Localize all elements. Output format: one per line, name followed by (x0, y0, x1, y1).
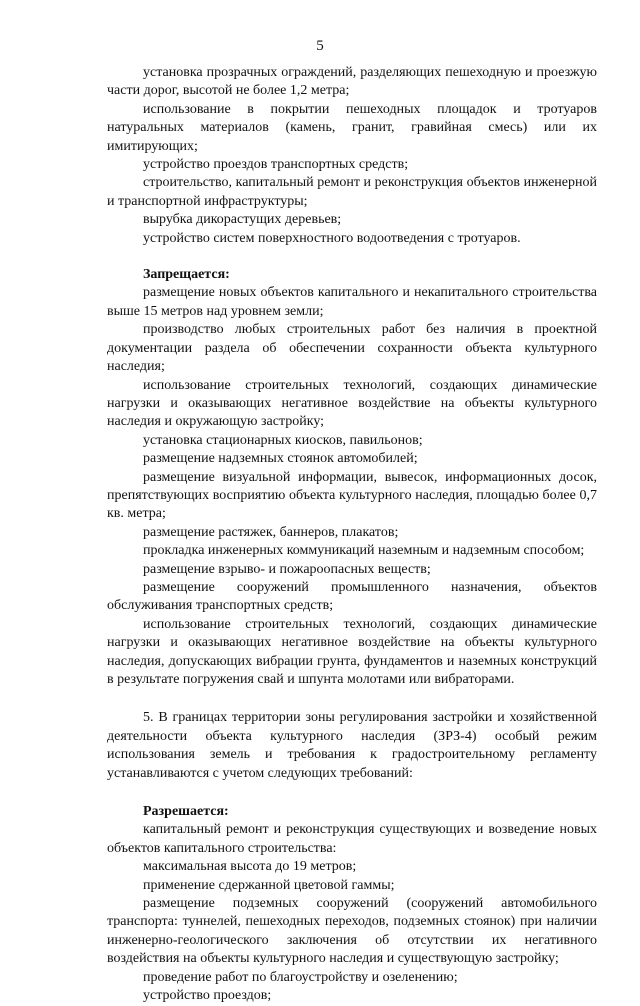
list-item: проведение работ по благоустройству и озеленению; (143, 969, 458, 985)
list-item: размещение надземных стоянок автомобилей; (143, 451, 418, 467)
list-item: строительство, капитальный ремонт и реконструкция объектов инженерной и транспортной инфраструктуры; (107, 175, 597, 209)
list-item: использование строительных технологий, создающих динамические нагрузки и оказывающих негативное воздействие на объекты культурного наследия, допускающих вибрации грунта, фундаментов и наземных конструкций в результате погружения свай и шпунта молотами или вибраторами. (107, 616, 597, 687)
spacer (107, 783, 597, 803)
list-item: размещение подземных сооружений (сооружений автомобильного транспорта: туннелей, пешеходных переходов, подземных стоянок) при наличии инженерно-геологического заключения об отсутствии их негативного воздействия на объекты культурного наследия и существующую застройку; (107, 896, 597, 967)
prohibited-list (107, 284, 597, 689)
page-number: 5 (316, 38, 324, 54)
document-body (107, 64, 597, 1006)
list-item: использование строительных технологий, создающих динамические нагрузки и оказывающих негативное воздействие на объекты культурного наследия и окружающую застройку; (107, 377, 597, 430)
allowed-list (107, 821, 597, 1005)
list-item: устройство систем поверхностного водоотведения с тротуаров. (143, 230, 521, 246)
list-item: размещение сооружений промышленного назначения, объектов обслуживания транспортных средств; (107, 579, 597, 614)
list-item: применение сдержанной цветовой гаммы; (143, 877, 395, 893)
list-item: вырубка дикорастущих деревьев; (143, 212, 342, 228)
list-item: максимальная высота до 19 метров; (143, 859, 357, 875)
list-item: размещение новых объектов капитального и некапитального строительства выше 15 метров над уровнем земли; (107, 285, 597, 319)
list-item: размещение визуальной информации, вывесок, информационных досок, препятствующих восприятию объекта культурного наследия, площадью более 0,7 кв. метра; (107, 469, 597, 522)
spacer (107, 689, 597, 709)
list-item: устройство проездов; (143, 988, 272, 1004)
list-item: установка прозрачных ограждений, разделяющих пешеходную и проезжую части дорог, высотой не более 1,2 метра; (107, 65, 597, 99)
list-item: капитальный ремонт и реконструкция существующих и возведение новых объектов капитального строительства: (107, 822, 597, 856)
section-5-paragraph: 5. В границах территории зоны регулирования застройки и хозяйственной деятельности объекта культурного наследия (ЗРЗ-4) особый режим использования земель и требования к градостроительному регламенту устанавливаются с учетом следующих требований: (107, 710, 597, 781)
requirements-list-continued (107, 64, 597, 248)
allowed-heading: Разрешается: (143, 804, 229, 820)
spacer (107, 248, 597, 266)
list-item: размещение растяжек, баннеров, плакатов; (143, 524, 399, 540)
list-item: размещение взрыво- и пожароопасных веществ; (143, 561, 431, 577)
list-item: использование в покрытии пешеходных площадок и тротуаров натуральных материалов (камень, гранит, гравийная смесь) или их имитирующих; (107, 101, 597, 154)
list-item: производство любых строительных работ без наличия в проектной документации раздела об обеспечении сохранности объекта культурного наследия; (107, 322, 597, 375)
list-item: установка стационарных киосков, павильонов; (143, 432, 423, 448)
list-item: устройство проездов транспортных средств; (143, 157, 409, 173)
prohibited-heading: Запрещается: (143, 267, 230, 283)
list-item: прокладка инженерных коммуникаций наземным и надземным способом; (143, 543, 585, 559)
